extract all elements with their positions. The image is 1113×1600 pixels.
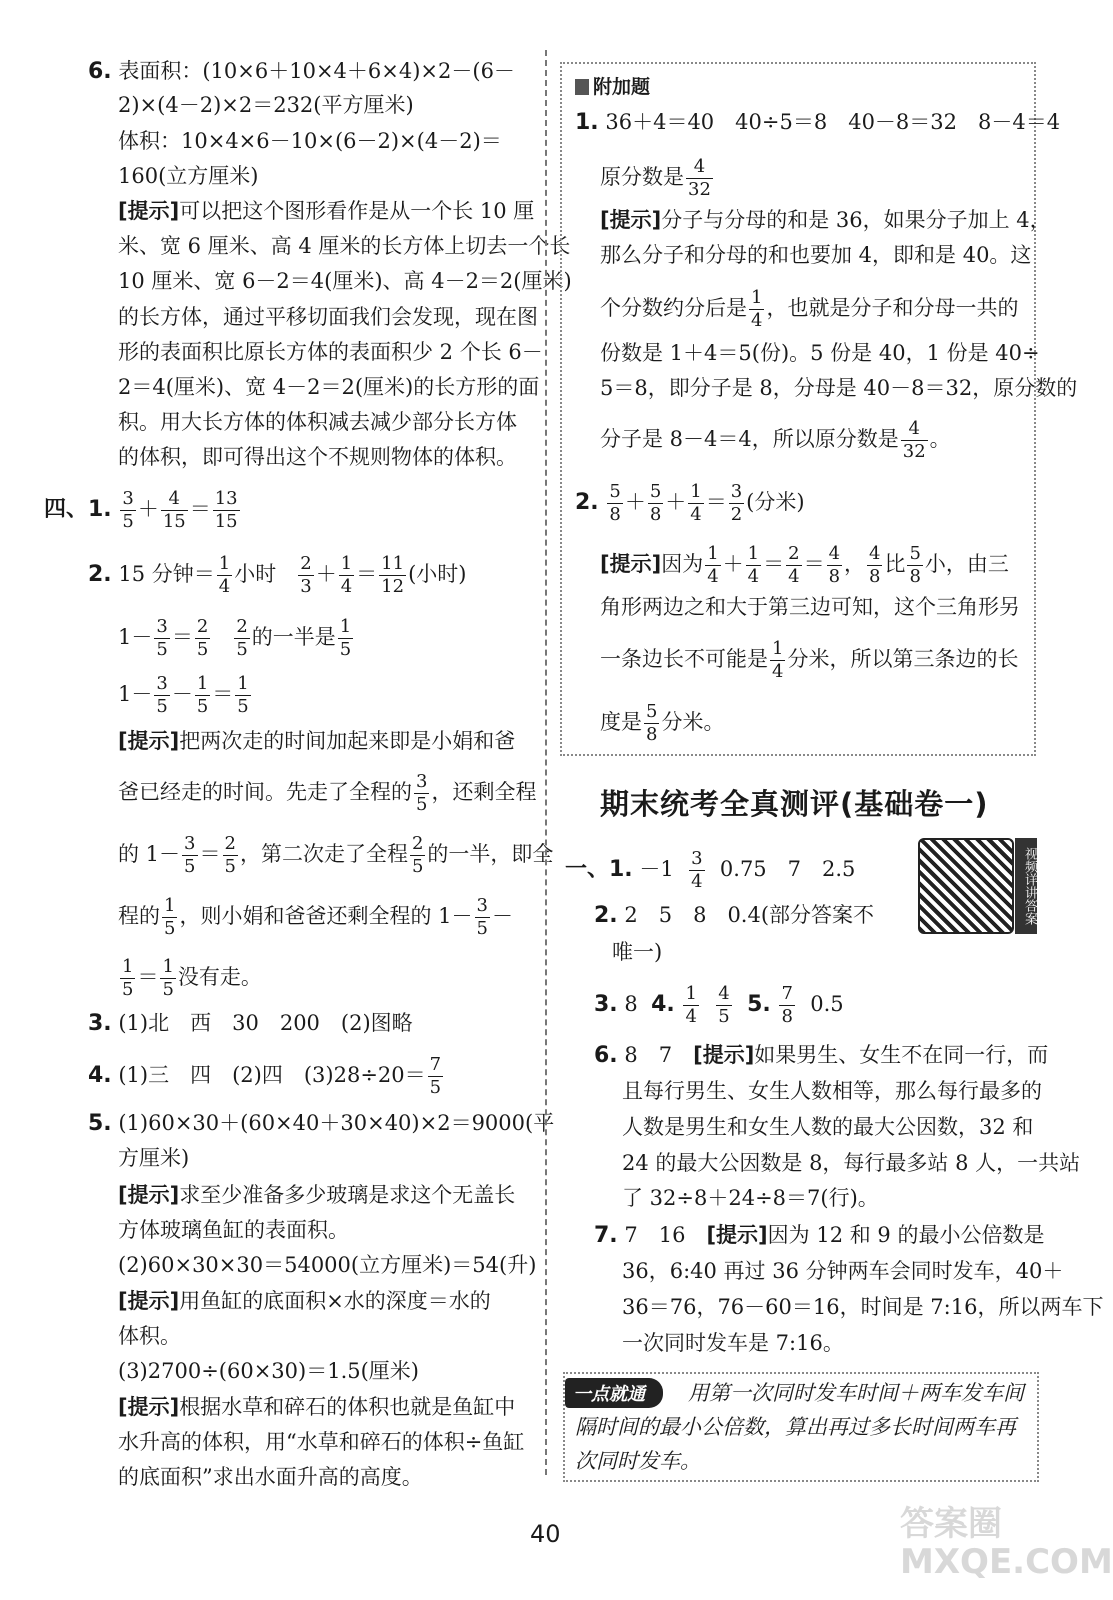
fraction: $\frac{4}{8}$ <box>828 543 841 587</box>
bonus-q2-hint-2: 角形两边之和大于第三边可知，这个三角形另 <box>600 595 1020 619</box>
q6-hint-4: 的长方体，通过平移切面我们会发现，现在图 <box>118 305 538 329</box>
exam-q7-line-3: 36＝76，76－60＝16，时间是 7:16，所以两车下 <box>622 1295 1104 1319</box>
sec4-q4: 4. (1)三 四 (2)四 (3)28÷20＝ $\frac{7}{5}$ <box>88 1054 442 1098</box>
sec4-q2-line-2: 1－ $\frac{3}{5}$ ＝ $\frac{2}{5}$ $\frac{2}{5}$ 的一半是 $\frac{1}{5}$ <box>118 616 352 660</box>
sec4-q5-line-4: (3)2700÷(60×30)＝1.5(厘米) <box>118 1359 419 1383</box>
fraction: $\frac{3}{5}$ <box>156 616 168 660</box>
fraction: $\frac{1}{5}$ <box>122 956 134 1000</box>
fraction: $\frac{1}{4}$ <box>218 553 231 597</box>
q6-line-1: 6. 表面积：(10×6＋10×4＋6×4)×2－(6－ <box>88 59 515 84</box>
bonus-q2-hint-4: 度是 $\frac{5}{8}$ 分米。 <box>600 701 725 745</box>
exam-q6-line-4: 24 的最大公因数是 8，每行最多站 8 人，一共站 <box>622 1151 1081 1175</box>
sec4-q5-hint-6: 水升高的体积，用“水草和碎石的体积÷鱼缸 <box>118 1430 525 1454</box>
fraction: $\frac{2}{5}$ <box>196 616 209 660</box>
q6-hint-7: 积。用大长方体的体积减去减少部分长方体 <box>118 410 517 434</box>
bonus-q1-hint-1: [提示]分子与分母的和是 36，如果分子加上 4， <box>600 208 1051 232</box>
fraction: $\frac{4}{32}$ <box>902 418 926 462</box>
fraction: $\frac{2}{4}$ <box>788 543 800 587</box>
sec4-q5-hint-3: [提示]用鱼缸的底面积×水的深度＝水的 <box>118 1289 491 1313</box>
q6-line-4: 160(立方厘米) <box>118 164 259 188</box>
fraction: $\frac{2}{5}$ <box>236 616 248 660</box>
exam-q2-line-2: 唯一) <box>612 940 663 964</box>
q6-hint-2: 米、宽 6 厘米、高 4 厘米的长方体上切去一个长 <box>118 234 571 258</box>
sec4-q2-hint-3: 的 1－ $\frac{3}{5}$ ＝ $\frac{2}{5}$ ，第二次走了全程 $\frac{2}{5}$ 的一半，即全 <box>118 833 554 877</box>
bonus-q1-hint-4: 份数是 1＋4＝5(份)。5 份是 40，1 份是 40÷ <box>600 341 1040 365</box>
fraction: $\frac{3}{5}$ <box>184 833 196 877</box>
sec4-q5-line-2: 方厘米) <box>118 1146 190 1170</box>
page-number: 40 <box>530 1520 561 1548</box>
fraction: $\frac{3}{5}$ <box>156 673 168 717</box>
fraction: $\frac{1}{4}$ <box>690 481 702 525</box>
column-divider <box>545 50 547 1475</box>
fraction: $\frac{3}{5}$ <box>476 895 488 939</box>
fraction: $\frac{5}{8}$ <box>646 701 658 745</box>
q6-hint-3: 10 厘米、宽 6－2＝4(厘米)、高 4－2＝2(厘米) <box>118 269 572 293</box>
q6-hint-1: [提示]可以把这个图形看作是从一个长 10 厘 <box>118 199 535 223</box>
bonus-q2-hint-1: [提示]因为 $\frac{1}{4}$ ＋ $\frac{1}{4}$ ＝ $\frac{2}{4}$ ＝ $\frac{4}{8}$ ， $\frac{4}{8}$ 比 $\frac{5}{8}$ 小，由三 <box>600 543 1009 587</box>
sec4-q5-line-1: 5. (1)60×30＋(60×40＋30×40)×2＝9000(平 <box>88 1111 555 1136</box>
fraction: $\frac{11}{12}$ <box>381 553 405 597</box>
exam-q6-line-3: 人数是男生和女生人数的最大公因数，32 和 <box>622 1115 1034 1139</box>
bonus-q1-hint-5: 5＝8，即分子是 8，分母是 40－8＝32，原分数的 <box>600 376 1078 400</box>
fraction: $\frac{5}{8}$ <box>909 543 921 587</box>
sec4-q2-line-3: 1－ $\frac{3}{5}$ － $\frac{1}{5}$ ＝ $\frac{1}{5}$ <box>118 673 249 717</box>
fraction: $\frac{4}{32}$ <box>688 156 711 200</box>
sec4-q5-hint-5: [提示]根据水草和碎石的体积也就是鱼缸中 <box>118 1395 516 1419</box>
sec4-q2-hint-2: 爸已经走的时间。先走了全程的 $\frac{3}{5}$ ，还剩全程 <box>118 771 537 815</box>
fraction: $\frac{1}{5}$ <box>339 616 352 660</box>
exam-title: 期末统考全真测评(基础卷一) <box>600 787 989 821</box>
tip-line-3: 次同时发车。 <box>575 1449 701 1473</box>
fraction: $\frac{7}{8}$ <box>781 983 793 1027</box>
bonus-q1-hint-2: 那么分子和分母的和也要加 4，即和是 40。这 <box>600 243 1032 267</box>
sec4-q2-hint-5: $\frac{1}{5}$ ＝ $\frac{1}{5}$ 没有走。 <box>122 956 262 1000</box>
sec4-q5-hint-7: 的底面积”求出水面升高的高度。 <box>118 1465 423 1489</box>
sec4-q3: 3. (1)北 西 30 200 (2)图略 <box>88 1011 413 1036</box>
fraction: $\frac{1}{4}$ <box>707 543 719 587</box>
fraction: $\frac{4}{15}$ <box>162 488 186 532</box>
fraction: $\frac{7}{5}$ <box>429 1054 442 1098</box>
fraction: $\frac{1}{4}$ <box>772 638 784 682</box>
qr-video-label: 视频详讲答案 <box>1015 838 1037 934</box>
bookmark-icon <box>575 79 589 95</box>
sec4-q5-hint-4: 体积。 <box>118 1324 181 1348</box>
bonus-q2-hint-3: 一条边长不可能是 $\frac{1}{4}$ 分米，所以第三条边的长 <box>600 638 1019 682</box>
bonus-heading: 附加题 <box>575 72 650 99</box>
fraction: $\frac{3}{5}$ <box>122 488 134 532</box>
exam-q2-line-1: 2. 2 5 8 0.4(部分答案不 <box>594 903 875 928</box>
fraction: $\frac{1}{4}$ <box>747 543 760 587</box>
bonus-q1-hint-3: 个分数约分后是 $\frac{1}{4}$ ，也就是分子和分母一共的 <box>600 287 1019 331</box>
q6-hint-6: 2＝4(厘米)、宽 4－2＝2(厘米)的长方形的面 <box>118 375 540 399</box>
sec4-q1: 四、1. $\frac{3}{5}$ ＋ $\frac{4}{15}$ ＝ $\frac{13}{15}$ <box>44 488 238 532</box>
sec4-q2-hint-4: 程的 $\frac{1}{5}$ ，则小娟和爸爸还剩全程的 1－ $\frac{3}{5}$ － <box>118 895 513 939</box>
fraction: $\frac{3}{4}$ <box>691 848 703 892</box>
fraction: $\frac{5}{8}$ <box>609 481 621 525</box>
sec4-q2-line-1: 2. 15 分钟＝ $\frac{1}{4}$ 小时 $\frac{2}{3}$ ＋ $\frac{1}{4}$ ＝ $\frac{11}{12}$ (小时) <box>88 553 467 597</box>
exam-q6-line-2: 且每行男生、女生人数相等，那么每行最多的 <box>622 1079 1042 1103</box>
bonus-q2-line-1: 2. $\frac{5}{8}$ ＋ $\frac{5}{8}$ ＋ $\frac{1}{4}$ ＝ $\frac{3}{2}$ (分米) <box>575 481 805 525</box>
sec4-q5-hint-1: [提示]求至少准备多少玻璃是求这个无盖长 <box>118 1183 516 1207</box>
fraction: $\frac{2}{3}$ <box>300 553 312 597</box>
bonus-q1-line-2: 原分数是 $\frac{4}{32}$ <box>600 156 711 200</box>
fraction: $\frac{1}{5}$ <box>237 673 249 717</box>
tip-label: 一点就通 <box>565 1378 663 1408</box>
q6-hint-5: 形的表面积比原长方体的表面积少 2 个长 6－ <box>118 340 543 364</box>
exam-q1: 一、1. －1 $\frac{3}{4}$ 0.75 7 2.5 <box>565 848 856 892</box>
fraction: $\frac{1}{4}$ <box>340 553 353 597</box>
tip-line-1: 用第一次同时发车时间＋两车发车间 <box>688 1381 1024 1405</box>
exam-q3-5: 3. 8 4. $\frac{1}{4}$ $\frac{4}{5}$ 5. $\frac{7}{8}$ 0.5 <box>594 983 844 1027</box>
tip-line-2: 隔时间的最小公倍数，算出再过多长时间两车再 <box>575 1415 1016 1439</box>
qr-code-icon[interactable] <box>918 838 1014 934</box>
exam-q7-line-4: 一次同时发车是 7:16。 <box>622 1331 844 1355</box>
fraction: $\frac{13}{15}$ <box>214 488 238 532</box>
exam-q6-line-1: 6. 8 7 [提示]如果男生、女生不在同一行，而 <box>594 1043 1049 1068</box>
fraction: $\frac{3}{5}$ <box>416 771 428 815</box>
fraction: $\frac{1}{5}$ <box>164 895 176 939</box>
fraction: $\frac{2}{5}$ <box>411 833 424 877</box>
bonus-q1-hint-6: 分子是 8－4＝4，所以原分数是 $\frac{4}{32}$ 。 <box>600 418 951 462</box>
sec4-q2-hint-1: [提示]把两次走的时间加起来即是小娟和爸 <box>118 729 516 753</box>
fraction: $\frac{1}{5}$ <box>196 673 209 717</box>
watermark: 答案圈 MXQE.COM <box>900 1504 1113 1582</box>
q6-hint-8: 的体积，即可得出这个不规则物体的体积。 <box>118 445 517 469</box>
fraction: $\frac{4}{8}$ <box>869 543 881 587</box>
exam-q6-line-5: 了 32÷8＋24÷8＝7(行)。 <box>622 1186 879 1210</box>
fraction: $\frac{1}{4}$ <box>751 287 763 331</box>
fraction: $\frac{2}{5}$ <box>224 833 236 877</box>
exam-q7-line-2: 36，6:40 再过 36 分钟两车会同时发车，40＋ <box>622 1259 1064 1283</box>
sec4-q5-hint-2: 方体玻璃鱼缸的表面积。 <box>118 1218 349 1242</box>
fraction: $\frac{4}{5}$ <box>718 983 730 1027</box>
fraction: $\frac{1}{5}$ <box>162 956 174 1000</box>
exam-q7-line-1: 7. 7 16 [提示]因为 12 和 9 的最小公倍数是 <box>594 1223 1045 1248</box>
sec4-q5-line-3: (2)60×30×30＝54000(立方厘米)＝54(升) <box>118 1253 537 1277</box>
fraction: $\frac{1}{4}$ <box>685 983 697 1027</box>
q6-line-3: 体积：10×4×6－10×(6－2)×(4－2)＝ <box>118 129 502 153</box>
bonus-q1-line-1: 1. 36＋4＝40 40÷5＝8 40－8＝32 8－4＝4 <box>575 110 1061 135</box>
fraction: $\frac{5}{8}$ <box>649 481 662 525</box>
q6-line-2: 2)×(4－2)×2＝232(平方厘米) <box>118 93 414 117</box>
fraction: $\frac{3}{2}$ <box>730 481 743 525</box>
